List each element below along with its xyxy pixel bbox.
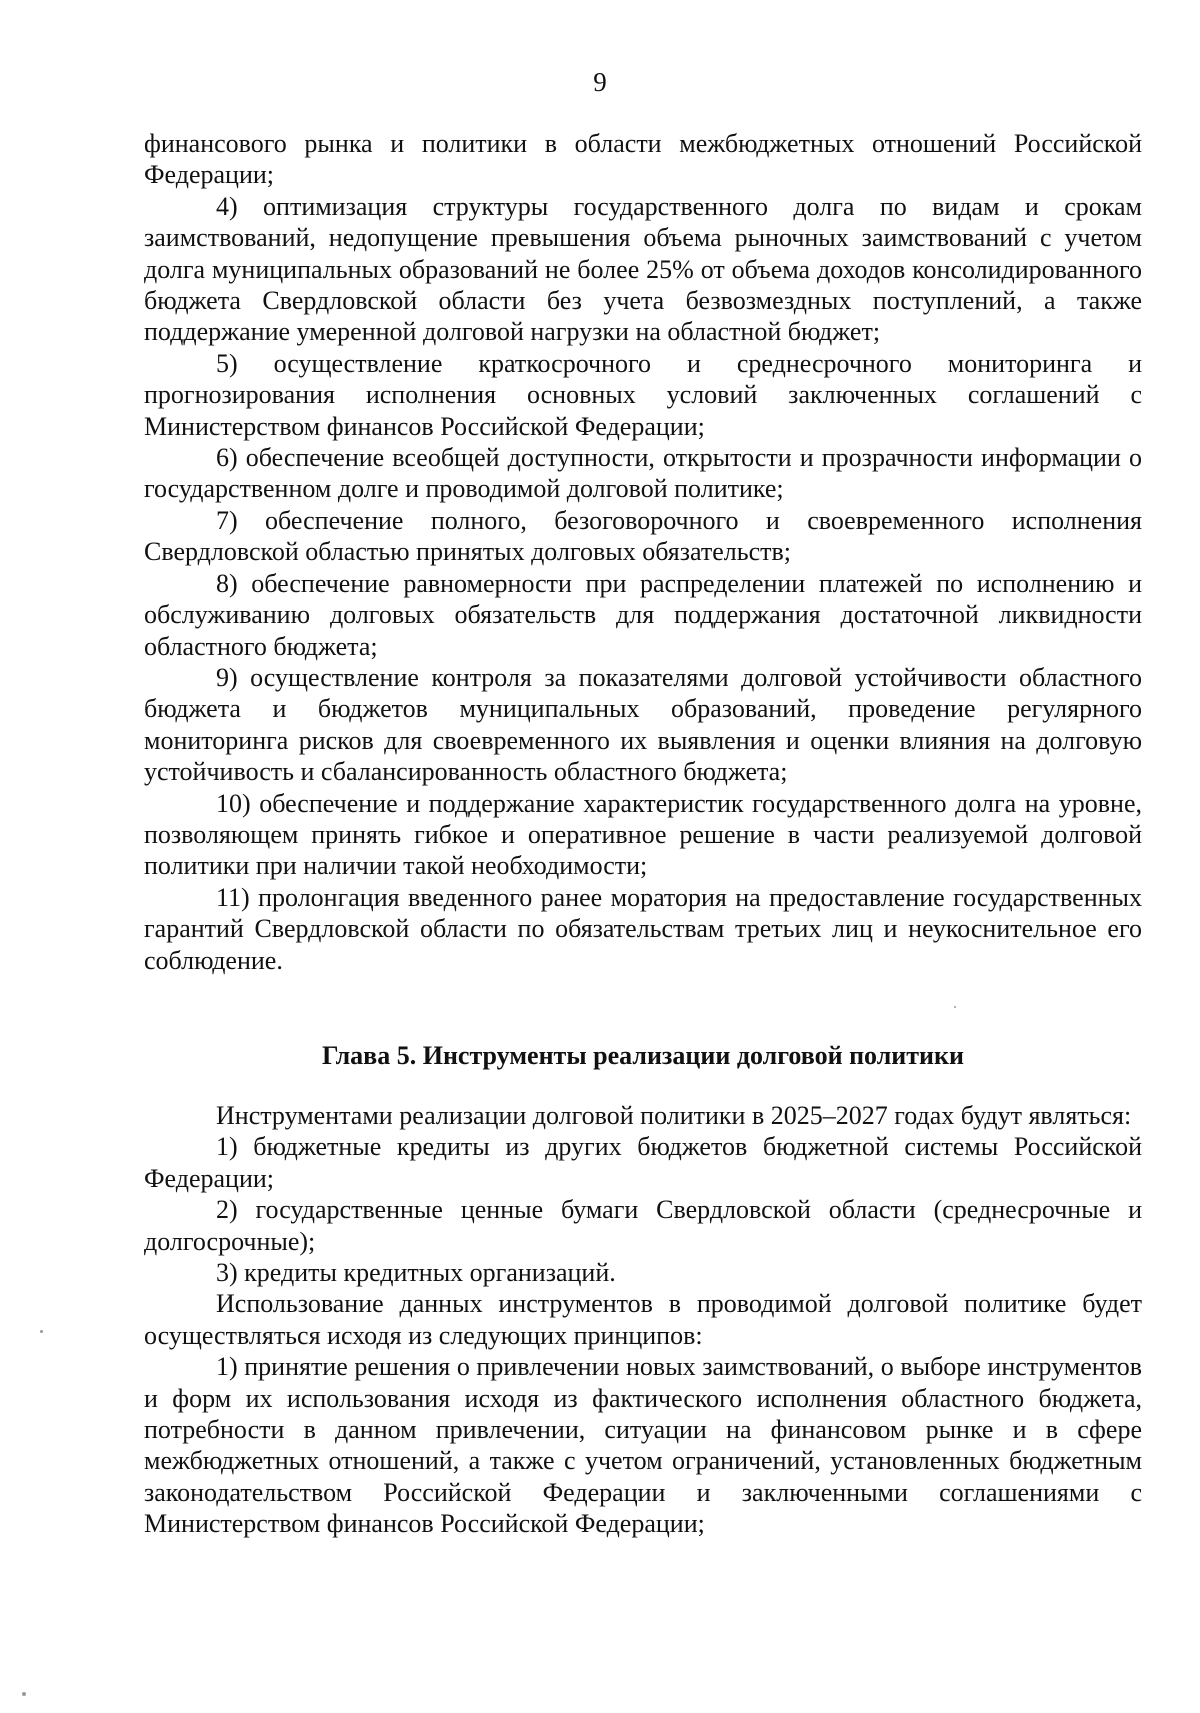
list-item-7: 7) обеспечение полного, безоговорочного и своевременного исполнения Свердловской областью принятых долговых обязательств; [144,505,1142,567]
continued-list-section [144,128,1142,976]
scan-speck [22,1692,26,1696]
list-item-5: 5) осуществление краткосрочного и среднесрочного мониторинга и прогнозирования исполнения основных условий заключенных соглашений с Министерством финансов Российской Федерации; [144,348,1142,441]
scan-speck [40,1330,43,1333]
principle-item-1: 1) принятие решения о привлечении новых заимствований, о выборе инструментов и форм их использования исходя из фактического исполнения областного бюджета, потребности в данном привлечении, ситуации на финансовом рынке и в сфере межбюджетных отношений, а также с учетом ограничений, установленных бюджетным законодательством Российской Федерации и заключенными соглашениями с Министерством финансов Российской Федерации; [144,1352,1142,1539]
chapter-5-section [144,1100,1142,1540]
list-item-6: 6) обеспечение всеобщей доступности, открытости и прозрачности информации о государственном долге и проводимой долговой политике; [144,443,1142,504]
instrument-item-1: 1) бюджетные кредиты из других бюджетов бюджетной системы Российской Федерации; [144,1132,1142,1193]
instrument-item-3: 3) кредиты кредитных организаций. [216,1258,616,1288]
list-item-10: 10) обеспечение и поддержание характеристик государственного долга на уровне, позволяющем принять гибкое и оперативное решение в части реализуемой долговой политики при наличии такой необходимости; [144,788,1142,881]
scan-speck [954,1006,956,1008]
instruments-intro-paragraph: Инструментами реализации долговой политики в 2025–2027 годах будут являться: [216,1101,1132,1130]
list-item-11: 11) пролонгация введенного ранее моратория на предоставление государственных гарантий Свердловской области по обязательствам третьих лиц и неукоснительное его соблюдение. [144,882,1142,975]
list-item-4: 4) оптимизация структуры государственного долга по видам и срокам заимствований, недопущение превышения объема рыночных заимствований с учетом долга муниципальных образований не более 25% от объема доходов консолидированного бюджета Свердловской области без учета безвозмездных поступлений, а также поддержание умеренной долговой нагрузки на областной бюджет; [144,191,1142,347]
page-number: 9 [593,67,607,97]
paragraph-continuation: финансового рынка и политики в области межбюджетных отношений Российской Федерации; [144,129,1142,190]
principles-intro-paragraph: Использование данных инструментов в проводимой долговой политике будет осуществляться исходя из следующих принципов: [144,1289,1142,1350]
list-item-9: 9) осуществление контроля за показателями долговой устойчивости областного бюджета и бюджетов муниципальных образований, проведение регулярного мониторинга рисков для своевременного их выявления и оценки влияния на долговую устойчивость и сбалансированность областного бюджета; [144,662,1142,787]
chapter-heading: Глава 5. Инструменты реализации долговой политики [321,1041,964,1070]
list-item-8: 8) обеспечение равномерности при распределении платежей по исполнению и обслуживанию долговых обязательств для поддержания достаточной ликвидности областного бюджета; [144,568,1142,661]
instrument-item-2: 2) государственные ценные бумаги Свердловской области (среднесрочные и долгосрочные); [144,1195,1142,1256]
